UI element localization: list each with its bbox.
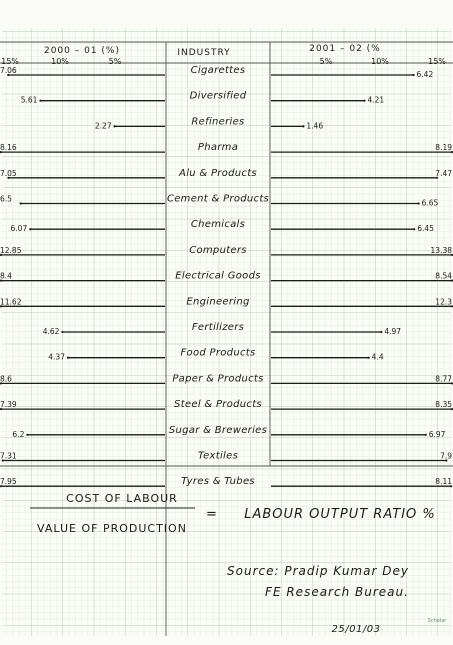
- value-label-2001-02-tyres-and-tubes: 8.11: [435, 477, 452, 487]
- left-tick-10: 10%: [51, 57, 69, 66]
- bar-end-2000-01-cement-and-products: [20, 202, 22, 204]
- value-label-2001-02-cement-and-products: 6.65: [421, 198, 439, 208]
- category-label-steel-and-products: Steel & Products: [174, 399, 262, 411]
- value-label-2001-02-food-products: 4.4: [371, 352, 384, 362]
- value-label-2001-02-alu-and-products: 7.47: [435, 168, 452, 178]
- value-label-2001-02-chemicals: 6.45: [417, 224, 434, 234]
- value-label-2000-01-pharma: 8.16: [0, 143, 17, 153]
- category-label-chemicals: Chemicals: [190, 219, 246, 231]
- value-label-2000-01-textiles: 7.31: [0, 451, 17, 461]
- category-label-engineering: Engineering: [186, 296, 250, 308]
- formula-numerator: COST OF LABOUR: [66, 492, 178, 505]
- source-line-2: FE Research Bureau.: [265, 585, 409, 599]
- value-label-2000-01-computers: 12.85: [0, 245, 22, 255]
- value-label-2001-02-pharma: 8.19: [435, 143, 452, 153]
- value-label-2000-01-tyres-and-tubes: 7.95: [0, 477, 17, 487]
- value-label-2000-01-food-products: 4.37: [48, 352, 65, 362]
- category-label-alu-and-products: Alu & Products: [179, 167, 257, 179]
- value-label-2000-01-cement-and-products: 6.5: [0, 194, 12, 204]
- formula-result: LABOUR OUTPUT RATIO %: [244, 507, 436, 522]
- formula-equals: =: [206, 507, 218, 522]
- left-tick-15: 15%: [1, 57, 19, 66]
- formula-denominator: VALUE OF PRODUCTION: [37, 522, 187, 535]
- value-label-2000-01-chemicals: 6.07: [10, 224, 28, 234]
- bar-end-2001-02-chemicals: [413, 228, 415, 230]
- category-label-pharma: Pharma: [197, 142, 239, 154]
- bar-end-2000-01-sugar-and-breweries: [26, 434, 28, 436]
- value-label-2001-02-cigarettes: 6.42: [416, 70, 434, 79]
- category-label-fertilizers: Fertilizers: [191, 322, 245, 333]
- category-label-electrical-goods: Electrical Goods: [175, 270, 261, 282]
- value-label-2001-02-textiles: 7.9: [440, 451, 452, 461]
- bar-end-2000-01-chemicals: [29, 228, 31, 230]
- bar-end-2000-01-diversified: [39, 100, 41, 102]
- category-label-food-products: Food Products: [180, 347, 256, 359]
- bar-end-2001-02-fertilizers: [380, 331, 382, 333]
- category-label-tyres-and-tubes: Tyres & Tubes: [181, 476, 255, 488]
- right-period-header: 2001 – 02 (%: [309, 44, 381, 54]
- value-label-2000-01-sugar-and-breweries: 6.2: [12, 429, 25, 439]
- category-label-cigarettes: Cigarettes: [190, 65, 246, 76]
- category-label-textiles: Textiles: [197, 450, 239, 462]
- value-label-2001-02-sugar-and-breweries: 6.97: [428, 429, 446, 439]
- value-label-2001-02-computers: 13.38: [430, 245, 452, 255]
- bar-end-2000-01-refineries: [114, 125, 116, 127]
- paper-watermark: Scholar: [427, 618, 447, 624]
- value-label-2001-02-diversified: 4.21: [367, 95, 385, 105]
- value-label-2000-01-diversified: 5.61: [20, 95, 38, 105]
- bar-end-2000-01-food-products: [67, 357, 69, 359]
- value-label-2000-01-alu-and-products: 7.05: [0, 168, 17, 178]
- bar-end-2001-02-diversified: [363, 100, 365, 102]
- industry-header: INDUSTRY: [177, 48, 231, 58]
- category-label-computers: Computers: [189, 244, 247, 256]
- value-label-2000-01-electrical-goods: 8.4: [0, 271, 12, 281]
- value-label-2000-01-fertilizers: 4.62: [42, 327, 60, 336]
- category-label-diversified: Diversified: [189, 90, 247, 102]
- source-line-1: Source: Pradip Kumar Dey: [227, 564, 409, 578]
- value-label-2001-02-electrical-goods: 8.54: [435, 271, 452, 281]
- value-label-2000-01-refineries: 2.27: [94, 121, 112, 131]
- right-tick-5: 5%: [319, 57, 333, 66]
- value-label-2000-01-engineering: 11.62: [0, 297, 22, 307]
- value-label-2001-02-paper-and-products: 8.77: [435, 374, 452, 384]
- value-label-2000-01-paper-and-products: 8.6: [0, 374, 12, 384]
- value-label-2000-01-steel-and-products: 7.39: [0, 400, 17, 410]
- bar-end-2000-01-fertilizers: [61, 331, 63, 333]
- value-label-2000-01-cigarettes: 7.06: [0, 66, 17, 75]
- right-tick-10: 10%: [371, 57, 389, 66]
- left-tick-5: 5%: [108, 57, 122, 66]
- category-label-paper-and-products: Paper & Products: [172, 373, 264, 385]
- bar-end-2001-02-food-products: [368, 357, 370, 359]
- bar-end-2001-02-cigarettes: [412, 74, 414, 76]
- left-period-header: 2000 – 01 (%): [43, 46, 121, 56]
- value-label-2001-02-fertilizers: 4.97: [384, 327, 402, 336]
- date-stamp: 25/01/03: [331, 624, 381, 635]
- category-label-sugar-and-breweries: Sugar & Breweries: [168, 424, 268, 436]
- bar-end-2001-02-refineries: [302, 125, 304, 127]
- value-label-2001-02-steel-and-products: 8.35: [435, 400, 452, 410]
- bar-end-2001-02-sugar-and-breweries: [425, 434, 427, 436]
- right-tick-15: 15%: [428, 57, 446, 66]
- value-label-2001-02-refineries: 1.46: [306, 121, 324, 131]
- category-label-refineries: Refineries: [191, 116, 245, 128]
- bar-end-2001-02-cement-and-products: [418, 202, 420, 204]
- category-label-cement-and-products: Cement & Products: [166, 193, 270, 205]
- value-label-2001-02-engineering: 12.3: [435, 297, 452, 307]
